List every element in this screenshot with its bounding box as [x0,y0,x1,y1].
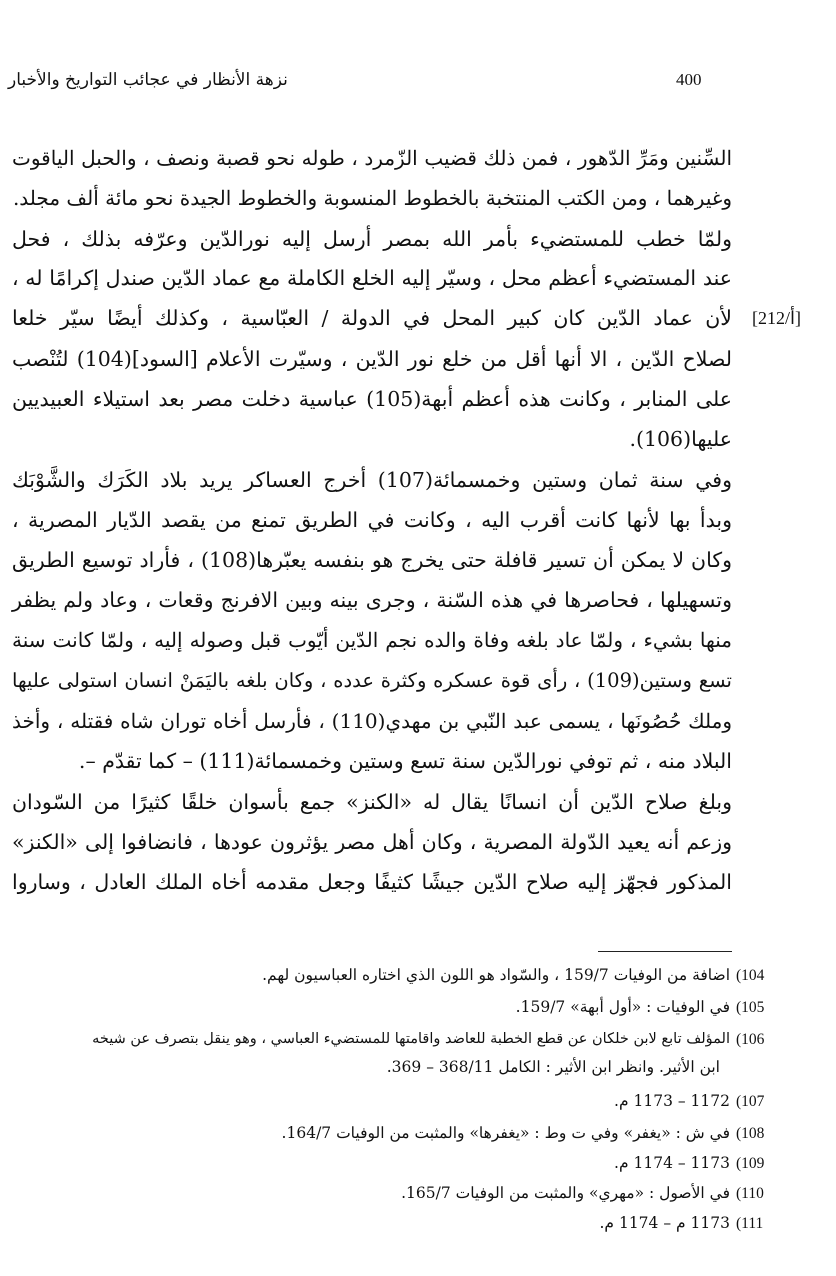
footnote [10,968,780,988]
footnote-text: اضافة من الوفيات 159/7 ، والسّواد هو اللون الذي اختاره العباسيون لهم. [262,966,730,984]
body-line: منها بشيء ، ولمّا عاد بلغه وفاة والده نجم الدّين أيّوب قبل وصوله إليه ، ولمّا كانت سنة [12,628,732,652]
body-line: البلاد منه ، ثم توفي نورالدّين سنة تسع وستين وخمسمائة(111) – كما تقدّم –. [78,749,732,773]
footnote-number: (104 [736,967,765,984]
running-title: نزهة الأنظار في عجائب التواريخ والأخبار [8,70,288,90]
footnote-number: (108 [736,1125,765,1142]
body-line: وكان لا يمكن أن تسير قافلة حتى يخرج هو بنفسه يعبّرها(108) ، فأراد توسيع الطريق [12,548,733,572]
body-line: وبلغ صلاح الدّين أن انسانًا يقال له «الكنز» جمع بأسوان خلقًا كثيرًا من السّودان [12,790,732,814]
footnote-number: (107 [736,1093,765,1110]
body-line: تسع وستين(109) ، رأى قوة عسكره وكثرة عدده ، وكان بلغه باليَمَنْ انسان استولى عليها [12,669,732,692]
footnote-text: 1173 م – 1174 م. [599,1214,730,1232]
body-line: وملك حُصُونَها ، يسمى عبد النّبي بن مهدي(110) ، فأرسل أخاه توران شاه فقتله ، وأخذ [12,709,733,733]
footnote-text: المؤلف تابع لابن خلكان عن قطع الخطبة للعاضد واقامتها للمستضيء العباسي ، وهو ينقل بتصرف عن شيخه [92,1031,730,1047]
body-line: على المنابر ، وكانت هذه أعظم أبهة(105) عباسية دخلت مصر بعد استيلاء العبيديين [12,387,732,411]
page-number: 400 [676,70,702,89]
body-line: وفي سنة ثمان وستين وخمسمائة(107) أخرج العساكر يريد بلاد الكَرَك والشَّوْبَك [12,468,732,492]
page-header [0,70,836,100]
footnote-text-continued: ابن الأثير. وانظر ابن الأثير : الكامل 368/11 – 369. [386,1058,720,1076]
body-line: المذكور فجهّز إليه صلاح الدّين جيشًا كثيفًا وجعل مقدمه أخاه الملك العادل ، وساروا [12,870,732,894]
footnote-number: (111 [736,1215,764,1232]
body-line: وتسهيلها ، فحاصرها في هذه السّنة ، وجرى بينه وبين الافرنج وقعات ، وعاد ولم يظفر [12,588,732,612]
footnote [10,1156,780,1176]
footnote [10,1216,780,1236]
body-line: عند المستضيء أعظم محل ، وسيّر إليه الخلع الكاملة مع عماد الدّين صندل إكرامًا له ، [12,266,732,290]
footnote-number: (109 [736,1155,765,1172]
body-line: عليها(106). [629,427,732,451]
body-line: لصلاح الدّين ، الا أنها أقل من خلع نور الدّين ، وسيّرت الأعلام [السود](104) لتُنْصب [12,347,732,371]
body-line: وغيرهما ، ومن الكتب المنتخبة بالخطوط المنسوبة والخطوط الجيدة نحو مائة ألف مجلد. [12,186,732,210]
footnote [10,1000,780,1020]
footnote-text: في ش : «يغفر» وفي ت وط : «يغفرها» والمثبت من الوفيات 164/7. [281,1124,730,1142]
manuscript-folio-marker: [212/أ] [752,308,802,328]
footnote-number: (105 [736,999,765,1016]
footnote-number: (110 [736,1185,764,1202]
body-line: السِّنين ومَرِّ الدّهور ، فمن ذلك قضيب الزّمرد ، طوله نحو قصبة ونصف ، والحبل الياقوت [12,146,732,170]
footnote [10,1126,780,1146]
footnote-separator [598,951,732,952]
body-line: ولمّا خطب للمستضيء بأمر الله بمصر أرسل إليه نورالدّين وعرّفه بذلك ، فحل [12,227,732,251]
footnote-text: في الوفيات : «أول أبهة» 159/7. [515,998,730,1016]
footnote [10,1032,780,1078]
footnote [10,1094,780,1114]
body-line: وزعم أنه يعيد الدّولة المصرية ، وكان أهل مصر يؤثرون عودها ، فانضافوا إلى «الكنز» [12,830,732,854]
body-line: وبدأ بها لأنها كانت أقرب اليه ، وكانت في الطريق تمنع من يقصد الدّيار المصرية ، [12,508,732,532]
footnote-text: 1172 – 1173 م. [614,1092,730,1110]
footnote-number: (106 [736,1031,765,1048]
footnote-text: 1173 – 1174 م. [614,1154,730,1172]
body-line: لأن عماد الدّين كان كبير المحل في الدولة / العبّاسية ، وكذلك أيضًا سيّر خلعا [12,306,732,330]
footnote [10,1186,780,1206]
footnote-text: في الأصول : «مهري» والمثبت من الوفيات 165/7. [401,1184,730,1202]
